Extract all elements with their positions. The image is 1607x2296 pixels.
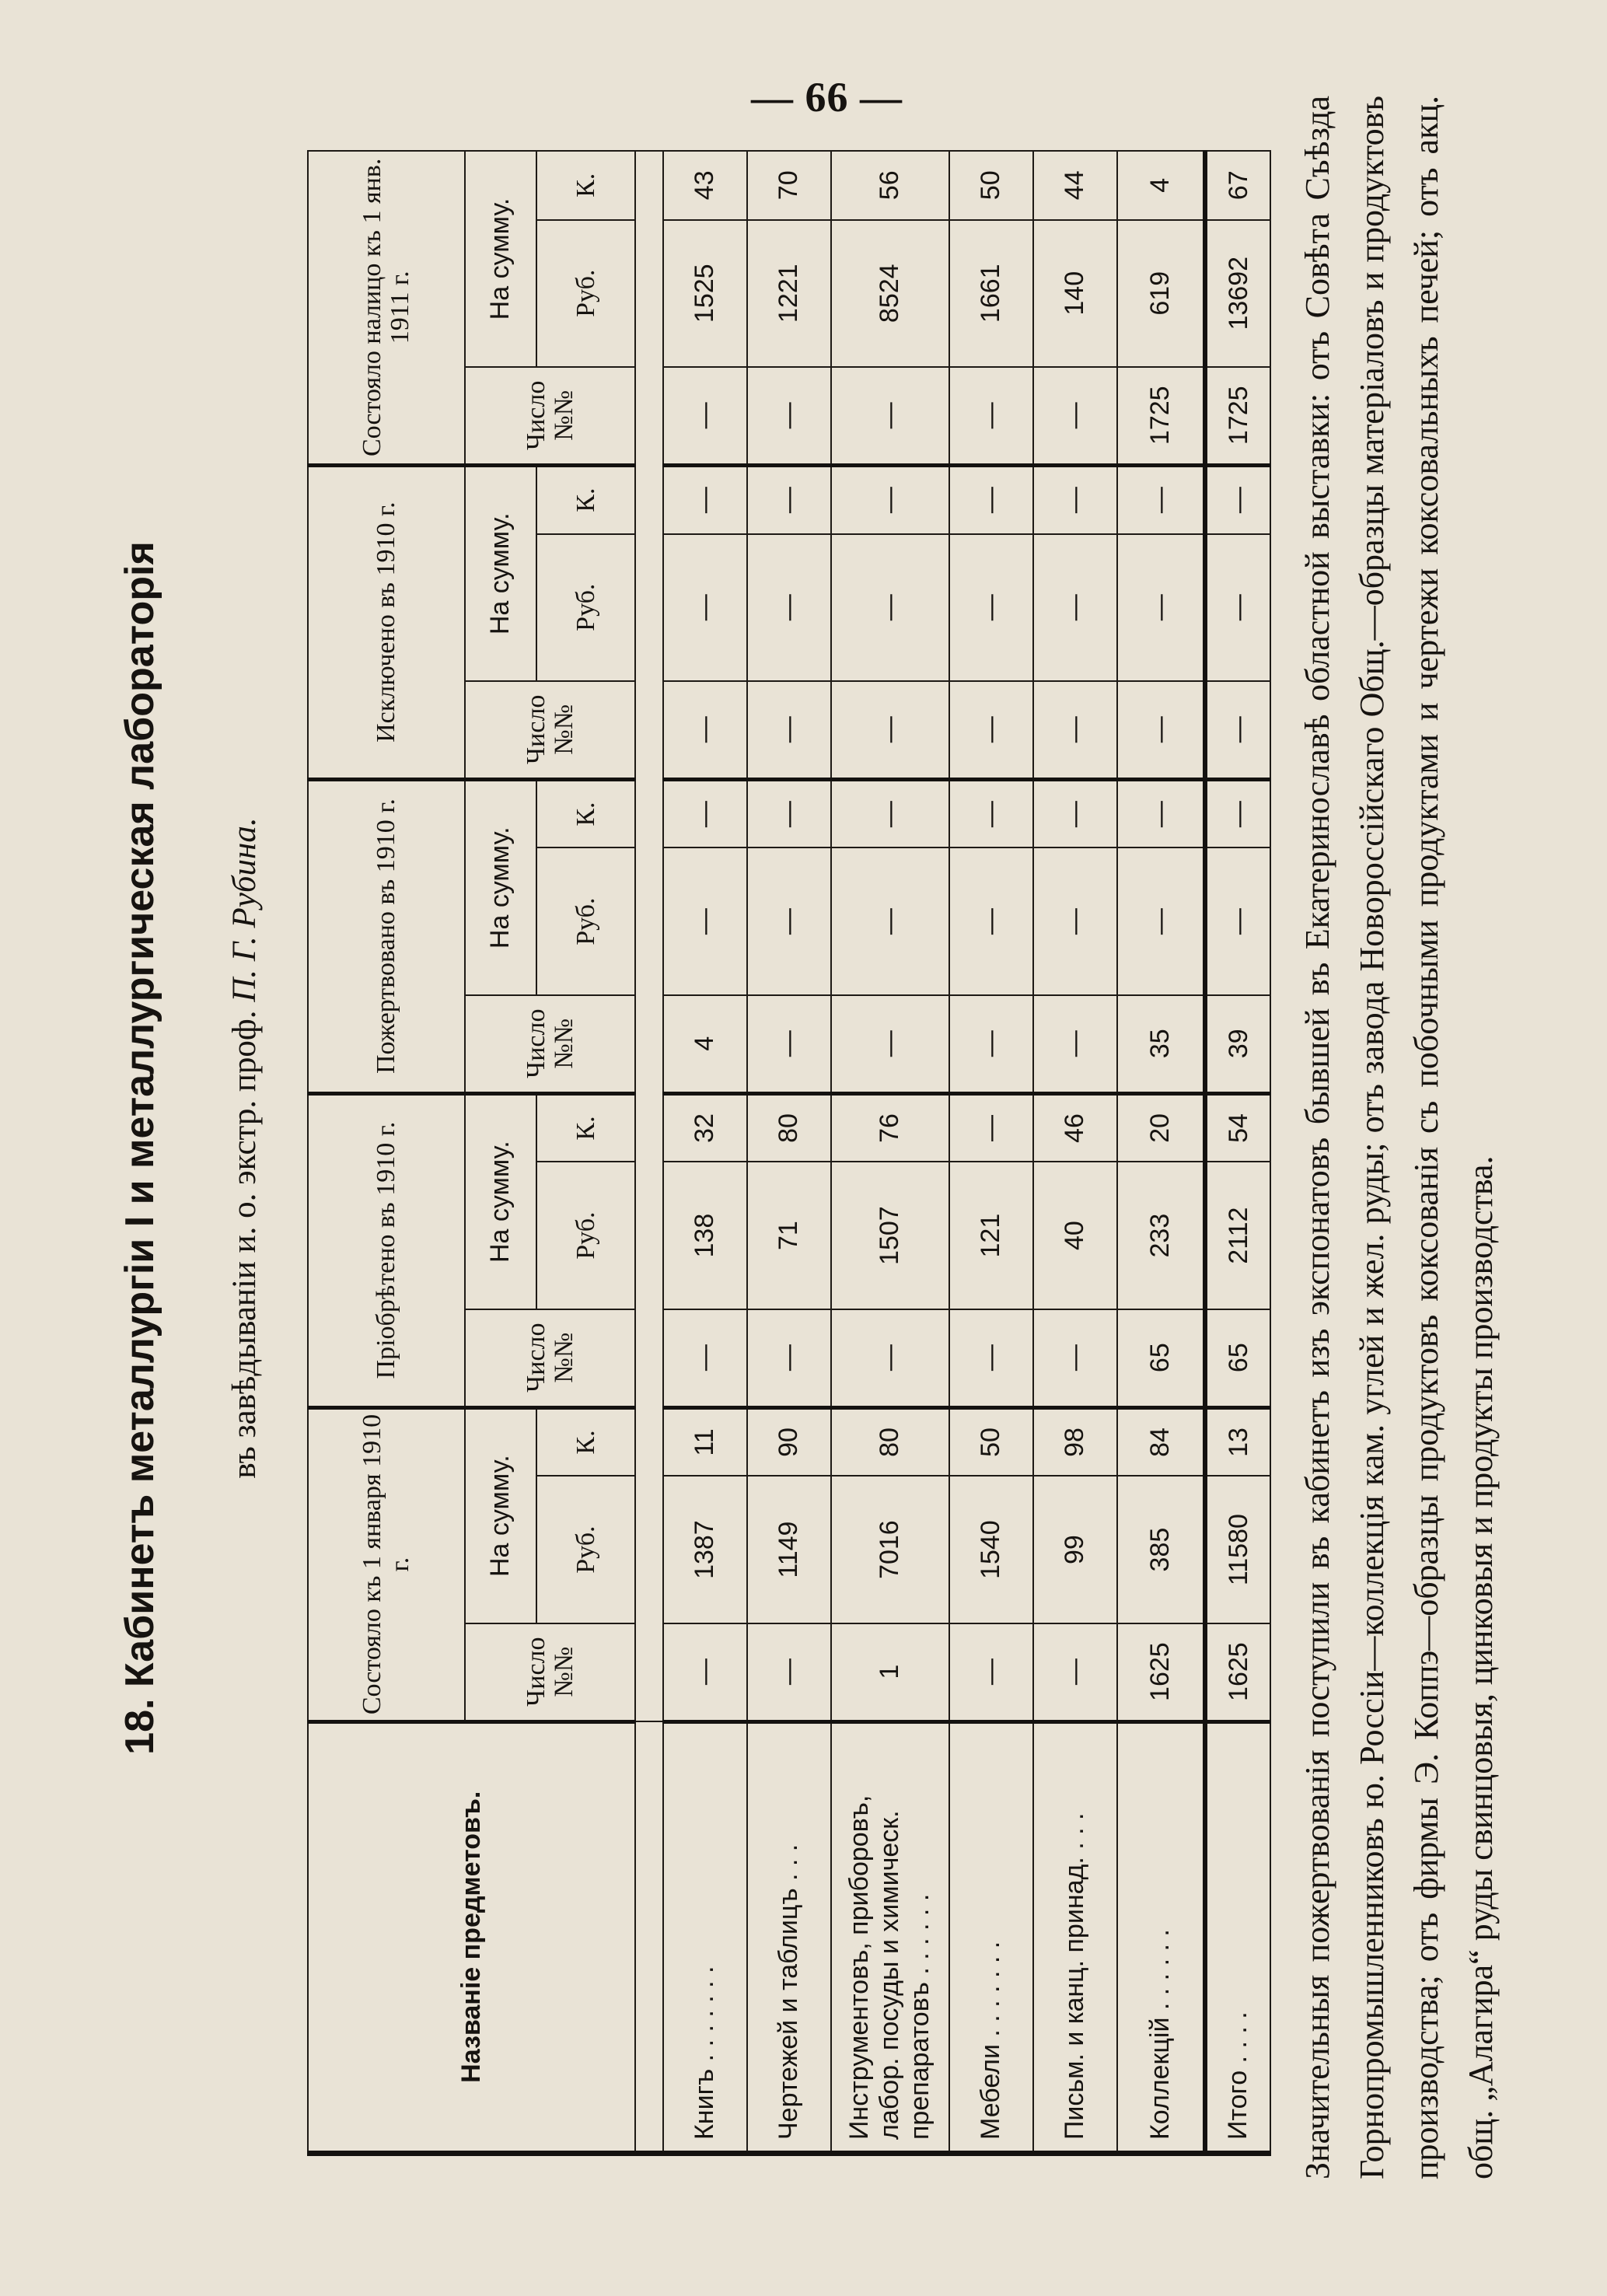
table-cell: 233: [1117, 1162, 1205, 1309]
row-label: Чертежей и таблицъ . . .: [747, 1721, 831, 2153]
kop-header: К.: [536, 465, 635, 533]
sum-header: На сумму.: [465, 1407, 536, 1623]
table-cell: —: [747, 681, 831, 779]
row-label: Инструментовъ, приборовъ, лабор. посуды и химическ. препаратовъ . . . . . .: [831, 1721, 949, 2153]
table-cell: —: [831, 1309, 949, 1407]
total-row: [1205, 151, 1270, 2154]
group-header-5: Состояло налицо къ 1 янв. 1911 г.: [308, 151, 465, 465]
page-title: 18. Кабинетъ металлургіи I и металлургическая лабораторія: [117, 541, 162, 1755]
table-cell: —: [663, 681, 747, 779]
table-cell: —: [663, 847, 747, 994]
table-row: [949, 151, 1033, 2154]
table-cell: —: [949, 681, 1033, 779]
table-cell: —: [1117, 534, 1205, 681]
table-cell: 65: [1117, 1309, 1205, 1407]
table-cell: —: [747, 1309, 831, 1407]
table-cell: —: [1033, 995, 1117, 1093]
table-cell: —: [1117, 465, 1205, 533]
table-cell: 121: [949, 1162, 1033, 1309]
table-cell: 1149: [747, 1476, 831, 1623]
rub-header: Руб.: [536, 1162, 635, 1309]
page-subtitle: [225, 0, 264, 2296]
name-column-header: Названіе предметовъ.: [308, 1721, 635, 2153]
table-cell: —: [1205, 534, 1270, 681]
table-cell: —: [747, 779, 831, 847]
table-cell: 80: [831, 1407, 949, 1476]
table-cell: 50: [949, 1407, 1033, 1476]
table-cell: 1540: [949, 1476, 1033, 1623]
group-header-2: Пріобрѣтено въ 1910 г.: [308, 1093, 465, 1407]
sum-header: На сумму.: [465, 465, 536, 681]
notes-text: Значительныя пожертвованія поступили въ кабинетъ изъ экспонатовъ бывшей въ Екатеринославѣ областной выставки: отъ Совѣта Съѣзда Горнопромышленниковъ ю. Россіи—коллекція кам. углей и жел. руды; отъ завода Новороссійскаго Общ.—образцы матеріаловъ и продуктовъ производства; отъ фирмы Э. Коппэ—образцы продуктовъ коксованія съ побочными продуктами и чертежи коксовальныхъ печей; отъ акц. общ. „Алагира“ руды свинцовыя, цинковыя и продукты производства.: [1298, 96, 1500, 2179]
table-cell: 67: [1205, 151, 1270, 220]
table-cell: 13: [1205, 1407, 1270, 1476]
row-label: Письм. и канц. принад. . . .: [1033, 1721, 1117, 2153]
table-cell: —: [747, 465, 831, 533]
table-cell: 1507: [831, 1162, 949, 1309]
table-cell: 138: [663, 1162, 747, 1309]
table-cell: 39: [1205, 995, 1270, 1093]
table-cell: —: [949, 847, 1033, 994]
table-cell: —: [1033, 681, 1117, 779]
table-cell: —: [949, 1309, 1033, 1407]
table-cell: —: [1033, 465, 1117, 533]
table-cell: —: [831, 779, 949, 847]
table-cell: 4: [663, 995, 747, 1093]
table-cell: —: [747, 847, 831, 994]
table-cell: 13692: [1205, 220, 1270, 367]
table-cell: —: [663, 534, 747, 681]
table-cell: 84: [1117, 1407, 1205, 1476]
table-cell: —: [831, 847, 949, 994]
table-cell: 1: [831, 1623, 949, 1721]
rub-header: Руб.: [536, 220, 635, 367]
count-header: Число №№: [465, 1623, 635, 1721]
inventory-table: [307, 150, 1271, 2156]
table-cell: 71: [747, 1162, 831, 1309]
group-header-4: Исключено въ 1910 г.: [308, 465, 465, 779]
table-cell: —: [949, 534, 1033, 681]
table-cell: 7016: [831, 1476, 949, 1623]
table-cell: 54: [1205, 1093, 1270, 1162]
notes-paragraph: [1291, 96, 1508, 2179]
table-cell: —: [949, 465, 1033, 533]
table-cell: 11: [663, 1407, 747, 1476]
table-cell: 76: [831, 1093, 949, 1162]
table-cell: 385: [1117, 1476, 1205, 1623]
table-cell: —: [1033, 847, 1117, 994]
group-header-1: Состояло къ 1 января 1910 г.: [308, 1407, 465, 1721]
table-cell: —: [1033, 534, 1117, 681]
table-cell: —: [1033, 779, 1117, 847]
table-cell: —: [831, 995, 949, 1093]
table-cell: 1625: [1117, 1623, 1205, 1721]
table-cell: 2112: [1205, 1162, 1270, 1309]
table-cell: —: [663, 779, 747, 847]
table-cell: 46: [1033, 1093, 1117, 1162]
table-cell: 1221: [747, 220, 831, 367]
count-header: Число №№: [465, 1309, 635, 1407]
table-cell: —: [949, 367, 1033, 465]
group-header-3: Пожертвовано въ 1910 г.: [308, 779, 465, 1093]
table-cell: —: [663, 1309, 747, 1407]
table-cell: —: [1117, 847, 1205, 994]
table-cell: 1661: [949, 220, 1033, 367]
row-label: Мебели . . . . . . .: [949, 1721, 1033, 2153]
table-cell: 1625: [1205, 1623, 1270, 1721]
table-cell: —: [663, 367, 747, 465]
table-cell: 43: [663, 151, 747, 220]
table-cell: 50: [949, 151, 1033, 220]
table-cell: 8524: [831, 220, 949, 367]
table-cell: —: [1033, 1623, 1117, 1721]
sum-header: На сумму.: [465, 779, 536, 995]
page-number: — 66 —: [751, 74, 903, 121]
table-cell: 32: [663, 1093, 747, 1162]
table-cell: —: [747, 367, 831, 465]
table-cell: —: [1205, 779, 1270, 847]
table-cell: 35: [1117, 995, 1205, 1093]
sum-header: На сумму.: [465, 1093, 536, 1309]
table-cell: —: [747, 1623, 831, 1721]
table-cell: 1725: [1205, 367, 1270, 465]
kop-header: К.: [536, 151, 635, 220]
table-row: [1117, 151, 1205, 2154]
table-cell: 98: [1033, 1407, 1117, 1476]
table-cell: —: [747, 534, 831, 681]
table-cell: —: [1205, 847, 1270, 994]
table-cell: 65: [1205, 1309, 1270, 1407]
table-row: [831, 151, 949, 2154]
subtitle-professor: П. Г. Рубина.: [226, 817, 263, 1002]
table-cell: —: [831, 465, 949, 533]
table-cell: —: [949, 1093, 1033, 1162]
table-cell: —: [949, 995, 1033, 1093]
table-cell: 4: [1117, 151, 1205, 220]
spacer-row: [635, 151, 663, 2154]
table-row: [747, 151, 831, 2154]
row-label: Книгъ . . . . . . .: [663, 1721, 747, 2153]
table-cell: 11580: [1205, 1476, 1270, 1623]
table-cell: —: [831, 367, 949, 465]
kop-header: К.: [536, 1093, 635, 1162]
table-cell: —: [831, 534, 949, 681]
table-cell: —: [747, 995, 831, 1093]
table-cell: —: [831, 681, 949, 779]
table-cell: 70: [747, 151, 831, 220]
table-cell: —: [663, 465, 747, 533]
table-cell: 40: [1033, 1162, 1117, 1309]
row-label: Итого . . . .: [1205, 1721, 1270, 2153]
table-cell: 80: [747, 1093, 831, 1162]
table-cell: —: [949, 779, 1033, 847]
count-header: Число №№: [465, 681, 635, 779]
rub-header: Руб.: [536, 847, 635, 994]
table-cell: 1387: [663, 1476, 747, 1623]
count-header: Число №№: [465, 367, 635, 465]
table-row: [663, 151, 747, 2154]
table-cell: —: [1117, 779, 1205, 847]
table-cell: 20: [1117, 1093, 1205, 1162]
table-cell: 619: [1117, 220, 1205, 367]
table-cell: 56: [831, 151, 949, 220]
table-cell: 140: [1033, 220, 1117, 367]
inventory-table-container: [307, 150, 1271, 2156]
row-label: Коллекцій . . . . . .: [1117, 1721, 1205, 2153]
table-row: [1033, 151, 1117, 2154]
table-cell: —: [1205, 681, 1270, 779]
table-cell: —: [1033, 1309, 1117, 1407]
table-cell: 90: [747, 1407, 831, 1476]
table-cell: 1725: [1117, 367, 1205, 465]
spacer-cell: [635, 1721, 663, 2153]
table-cell: 99: [1033, 1476, 1117, 1623]
rub-header: Руб.: [536, 1476, 635, 1623]
spacer-cell: [635, 151, 663, 1721]
table-cell: —: [1117, 681, 1205, 779]
table-cell: —: [1033, 367, 1117, 465]
table-cell: 44: [1033, 151, 1117, 220]
sum-header: На сумму.: [465, 151, 536, 367]
subtitle-prefix: въ завѣдываніи и. о. экстр. проф.: [226, 1001, 263, 1479]
table-body: [635, 151, 1270, 2154]
table-cell: —: [949, 1623, 1033, 1721]
count-header: Число №№: [465, 995, 635, 1093]
kop-header: К.: [536, 779, 635, 847]
table-cell: —: [1205, 465, 1270, 533]
table-cell: 1525: [663, 220, 747, 367]
table-cell: —: [663, 1623, 747, 1721]
rub-header: Руб.: [536, 534, 635, 681]
kop-header: К.: [536, 1407, 635, 1476]
